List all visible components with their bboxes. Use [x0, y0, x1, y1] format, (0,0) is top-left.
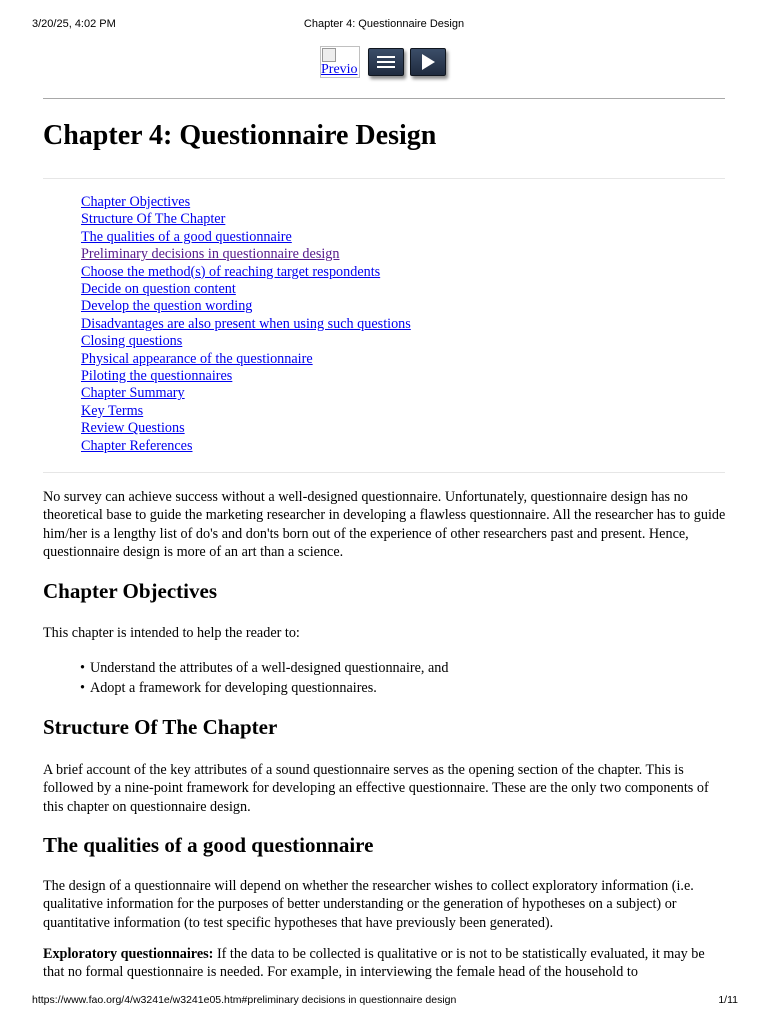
toc-item [81, 316, 411, 333]
broken-image-icon [322, 48, 336, 62]
toc-link-preliminary-decisions[interactable]: Preliminary decisions in questionnaire design [81, 246, 340, 263]
list-icon [377, 56, 395, 71]
exploratory-label: Exploratory questionnaires: [43, 946, 214, 962]
exploratory-paragraph [43, 945, 727, 982]
objectives-list [80, 658, 449, 698]
toc-link-question-content[interactable]: Decide on question content [81, 281, 236, 298]
next-page-button[interactable] [410, 48, 446, 76]
qualities-paragraph: The design of a questionnaire will depend on whether the researcher wishes to collect exploratory information (i.e. qualitative information for the purposes of better understanding or the generation of hypotheses on a subject) or quantitative information (to test specific hypotheses that have previously been generated). [43, 878, 694, 931]
heading-chapter-objectives: Chapter Objectives [43, 579, 217, 603]
toc-link-qualities[interactable]: The qualities of a good questionnaire [81, 228, 292, 245]
toc-link-question-wording[interactable]: Develop the question wording [81, 298, 253, 315]
intro-paragraph: No survey can achieve success without a well-designed questionnaire. Unfortunately, questionnaire design has no theoretical base to guide the marketing researcher in developing a flawless questionnaire. All the researcher has to guide him/her is a lengthy list of do's and don'ts born out of the experience of other researchers past and present. Hence, questionnaire design is more of an art than a science. [43, 489, 726, 560]
print-url: https://www.fao.org/4/w3241e/w3241e05.htm#preliminary decisions in questionnaire design [32, 994, 457, 1006]
toc-link-physical-appearance[interactable]: Physical appearance of the questionnaire [81, 350, 313, 367]
toc-item [81, 420, 411, 437]
toc-link-structure[interactable]: Structure Of The Chapter [81, 211, 226, 228]
toc-item [81, 403, 411, 420]
toc-link-chapter-objectives[interactable]: Chapter Objectives [81, 194, 191, 210]
toc-item [81, 264, 411, 281]
toc-item [81, 438, 411, 455]
previous-image-alt: Previo [321, 62, 358, 77]
list-item: • Adopt a framework for developing questionnaires. [80, 678, 449, 698]
play-arrow-icon [422, 54, 435, 70]
objectives-lead: This chapter is intended to help the reader to: [43, 625, 300, 641]
print-footer [0, 994, 768, 1008]
table-of-contents [81, 194, 411, 455]
toc-item [81, 368, 411, 385]
toc-link-chapter-references[interactable]: Chapter References [81, 437, 193, 454]
toc-item [81, 333, 411, 350]
toc-item [81, 385, 411, 402]
list-item: • Understand the attributes of a well-designed questionnaire, and [80, 658, 449, 678]
top-divider [43, 98, 725, 99]
print-title: Chapter 4: Questionnaire Design [303, 18, 465, 30]
toc-bottom-divider [43, 472, 725, 473]
toc-top-divider [43, 178, 725, 179]
toc-item [81, 351, 411, 368]
heading-qualities: The qualities of a good questionnaire [43, 833, 374, 857]
contents-button[interactable] [368, 48, 404, 76]
print-page-number: 1/11 [718, 994, 738, 1006]
toc-link-piloting[interactable]: Piloting the questionnaires [81, 368, 233, 385]
toc-item [81, 194, 411, 211]
toc-link-review-questions[interactable]: Review Questions [81, 420, 185, 437]
toc-item [81, 246, 411, 263]
previous-page-link[interactable] [320, 46, 360, 78]
toc-link-choose-method[interactable]: Choose the method(s) of reaching target respondents [81, 263, 381, 280]
toc-item [81, 229, 411, 246]
toc-item [81, 281, 411, 298]
toc-link-disadvantages[interactable]: Disadvantages are also present when using such questions [81, 315, 411, 332]
toc-item [81, 298, 411, 315]
toc-item [81, 211, 411, 228]
toc-link-key-terms[interactable]: Key Terms [81, 402, 144, 419]
toc-link-chapter-summary[interactable]: Chapter Summary [81, 385, 185, 402]
toc-link-closing-questions[interactable]: Closing questions [81, 333, 183, 350]
structure-paragraph: A brief account of the key attributes of a sound questionnaire serves as the opening section of the chapter. This is followed by a nine-point framework for developing an effective questionnaire. These are the only two components of this chapter on questionnaire design. [43, 762, 709, 815]
page-title: Chapter 4: Questionnaire Design [43, 120, 437, 151]
print-date: 3/20/25, 4:02 PM [32, 18, 116, 30]
exploratory-text: If the data to be collected is qualitative or is not to be statistically evaluated, it may be that no formal questionnaire is needed. For example, in interviewing the female head of the household to [43, 946, 705, 981]
print-header [0, 18, 768, 32]
heading-structure: Structure Of The Chapter [43, 715, 278, 739]
